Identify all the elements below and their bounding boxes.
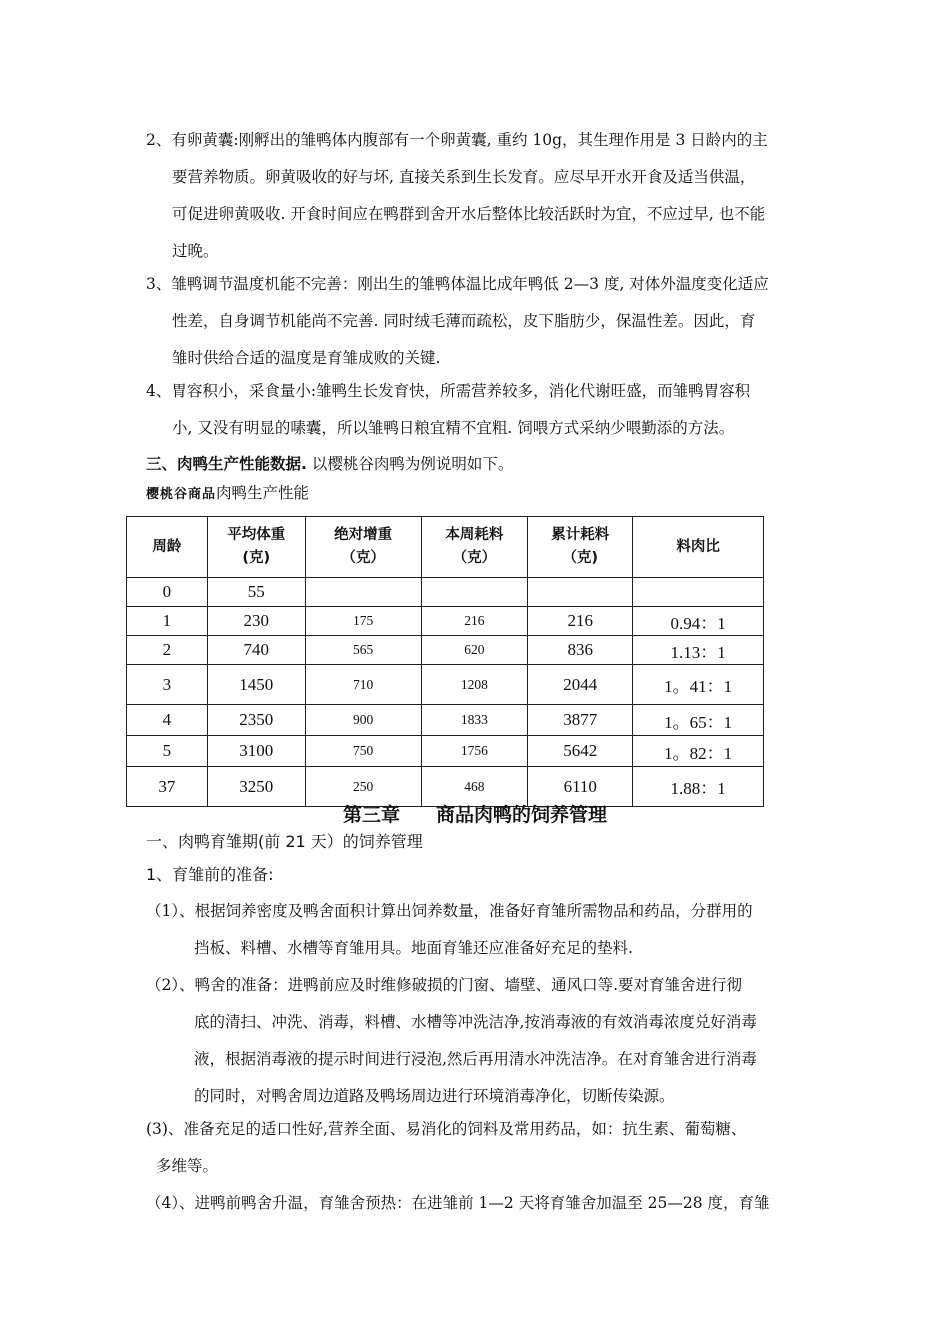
- cell: 216: [528, 607, 633, 636]
- cell: 565: [305, 636, 421, 665]
- cell: 468: [421, 767, 528, 807]
- step-3: [146, 1111, 816, 1185]
- cell: 37: [127, 767, 208, 807]
- cell: 1.13：1: [633, 636, 764, 665]
- paragraph-line: 可促进卵黄吸收. 开食时间应在鸭群到舍开水后整体比较活跃时为宜，不应过早, 也不能: [172, 205, 766, 223]
- cell: 216: [421, 607, 528, 636]
- cell: 900: [305, 705, 421, 736]
- cell: 3: [127, 665, 208, 705]
- paragraph-line: 过晚。: [172, 242, 219, 260]
- section-heading-performance: [146, 446, 816, 483]
- cell: 1833: [421, 705, 528, 736]
- step-line: 底的清扫、冲洗、消毒，料槽、水槽等冲洗洁净,按消毒液的有效消毒浓度兑好消毒: [194, 1013, 757, 1031]
- cell: 6110: [528, 767, 633, 807]
- step-1: [146, 893, 816, 967]
- header-weekly-feed: 本周耗料 （克）: [421, 517, 528, 578]
- cell: 5642: [528, 736, 633, 767]
- cell: 250: [305, 767, 421, 807]
- cell: 1。82：1: [633, 736, 764, 767]
- chapter-name: 商品肉鸭的饲养管理: [436, 804, 608, 826]
- paragraph-yolk-sac: [146, 122, 816, 270]
- step-line: 挡板、料槽、水槽等育雏用具。地面育雏还应准备好充足的垫料.: [194, 939, 633, 957]
- table-row: [127, 636, 764, 665]
- cell: 1。41：1: [633, 665, 764, 705]
- caption-decorative: 樱桃谷商品: [146, 487, 217, 502]
- cell: 1。65：1: [633, 705, 764, 736]
- table-row: [127, 705, 764, 736]
- cell: 3100: [207, 736, 305, 767]
- section-heading-brooding: 一、肉鸭育雏期(前 21 天）的饲养管理: [146, 832, 423, 851]
- cell: 0.94：1: [633, 607, 764, 636]
- table-row: [127, 736, 764, 767]
- table-caption: [146, 481, 309, 507]
- cell: [305, 578, 421, 607]
- cell: 230: [207, 607, 305, 636]
- step-line: （2）、鸭舍的准备：进鸭前应及时维修破损的门窗、墙壁、通风口等.要对育雏舍进行彻: [146, 976, 743, 994]
- table-row: [127, 607, 764, 636]
- step-line: 液，根据消毒液的提示时间进行浸泡,然后再用清水冲洗洁净。在对育雏舍进行消毒: [194, 1050, 757, 1068]
- cell: 2044: [528, 665, 633, 705]
- cell: 1756: [421, 736, 528, 767]
- cell: 2: [127, 636, 208, 665]
- cell: 750: [305, 736, 421, 767]
- table-header-row: [127, 517, 764, 578]
- cell: 4: [127, 705, 208, 736]
- section-heading-bold: 三、肉鸭生产性能数据.: [146, 455, 307, 473]
- table-row: [127, 767, 764, 807]
- chapter-title: [0, 802, 950, 828]
- step-2: [146, 967, 816, 1115]
- cell: [421, 578, 528, 607]
- cell: 1450: [207, 665, 305, 705]
- cell: 740: [207, 636, 305, 665]
- cell: 5: [127, 736, 208, 767]
- header-feed-ratio: 料肉比: [633, 517, 764, 578]
- header-week-age: 周龄: [127, 517, 208, 578]
- header-avg-weight: 平均体重 (克): [207, 517, 305, 578]
- step-line: 的同时，对鸭舍周边道路及鸭场周边进行环境消毒净化，切断传染源。: [194, 1087, 675, 1105]
- cell: 2350: [207, 705, 305, 736]
- production-performance-table: [126, 516, 764, 807]
- section-heading-rest: 以樱桃谷肉鸭为例说明如下。: [306, 455, 514, 473]
- paragraph-line: 要营养物质。卵黄吸收的好与坏, 直接关系到生长发育。应尽早开水开食及适当供温，: [172, 168, 756, 186]
- cell: 1: [127, 607, 208, 636]
- cell: 1208: [421, 665, 528, 705]
- paragraph-line: 2、有卵黄囊:刚孵出的雏鸭体内腹部有一个卵黄囊, 重约 10g，其生理作用是 3 日龄内的主: [146, 131, 768, 149]
- cell: 836: [528, 636, 633, 665]
- table-row: [127, 665, 764, 705]
- paragraph-stomach: [146, 373, 816, 447]
- paragraph-line: 性差，自身调节机能尚不完善. 同时绒毛薄而疏松，皮下脂肪少，保温性差。因此，育: [172, 312, 756, 330]
- paragraph-line: 4、胃容积小，采食量小:雏鸭生长发育快，所需营养较多，消化代谢旺盛，而雏鸭胃容积: [146, 382, 751, 400]
- cell: [633, 578, 764, 607]
- cell: 3877: [528, 705, 633, 736]
- subsection-heading-preparation: 1、育雏前的准备:: [146, 865, 274, 884]
- step-line: （4）、进鸭前鸭舍升温，育雏舍预热：在进雏前 1—2 天将育雏舍加温至 25—28 度，育雏: [146, 1194, 770, 1212]
- paragraph-line: 雏时供给合适的温度是育雏成败的关键.: [172, 349, 441, 367]
- cell: 620: [421, 636, 528, 665]
- step-line: 多维等。: [156, 1157, 219, 1175]
- header-cumulative-feed: 累计耗料 （克): [528, 517, 633, 578]
- cell: 175: [305, 607, 421, 636]
- cell: 0: [127, 578, 208, 607]
- cell: 3250: [207, 767, 305, 807]
- cell: [528, 578, 633, 607]
- table-row: [127, 578, 764, 607]
- step-4: [146, 1185, 816, 1222]
- cell: 55: [207, 578, 305, 607]
- chapter-number: 第三章: [342, 804, 400, 826]
- paragraph-line: 3、雏鸭调节温度机能不完善：刚出生的雏鸭体温比成年鸭低 2—3 度, 对体外温度变化适应: [146, 275, 769, 293]
- cell: 710: [305, 665, 421, 705]
- caption-text: 肉鸭生产性能: [216, 484, 310, 502]
- header-weight-gain: 绝对增重 （克）: [305, 517, 421, 578]
- step-line: （1）、根据饲养密度及鸭舍面积计算出饲养数量，准备好育雏所需物品和药品，分群用的: [146, 902, 753, 920]
- step-line: (3)、准备充足的适口性好,营养全面、易消化的饲料及常用药品，如：抗生素、葡萄糖、: [146, 1120, 747, 1138]
- paragraph-temperature: [146, 266, 816, 377]
- paragraph-line: 小, 又没有明显的嗉囊，所以雏鸭日粮宜精不宜粗. 饲喂方式采纳少喂勤添的方法。: [172, 419, 735, 437]
- cell: 1.88：1: [633, 767, 764, 807]
